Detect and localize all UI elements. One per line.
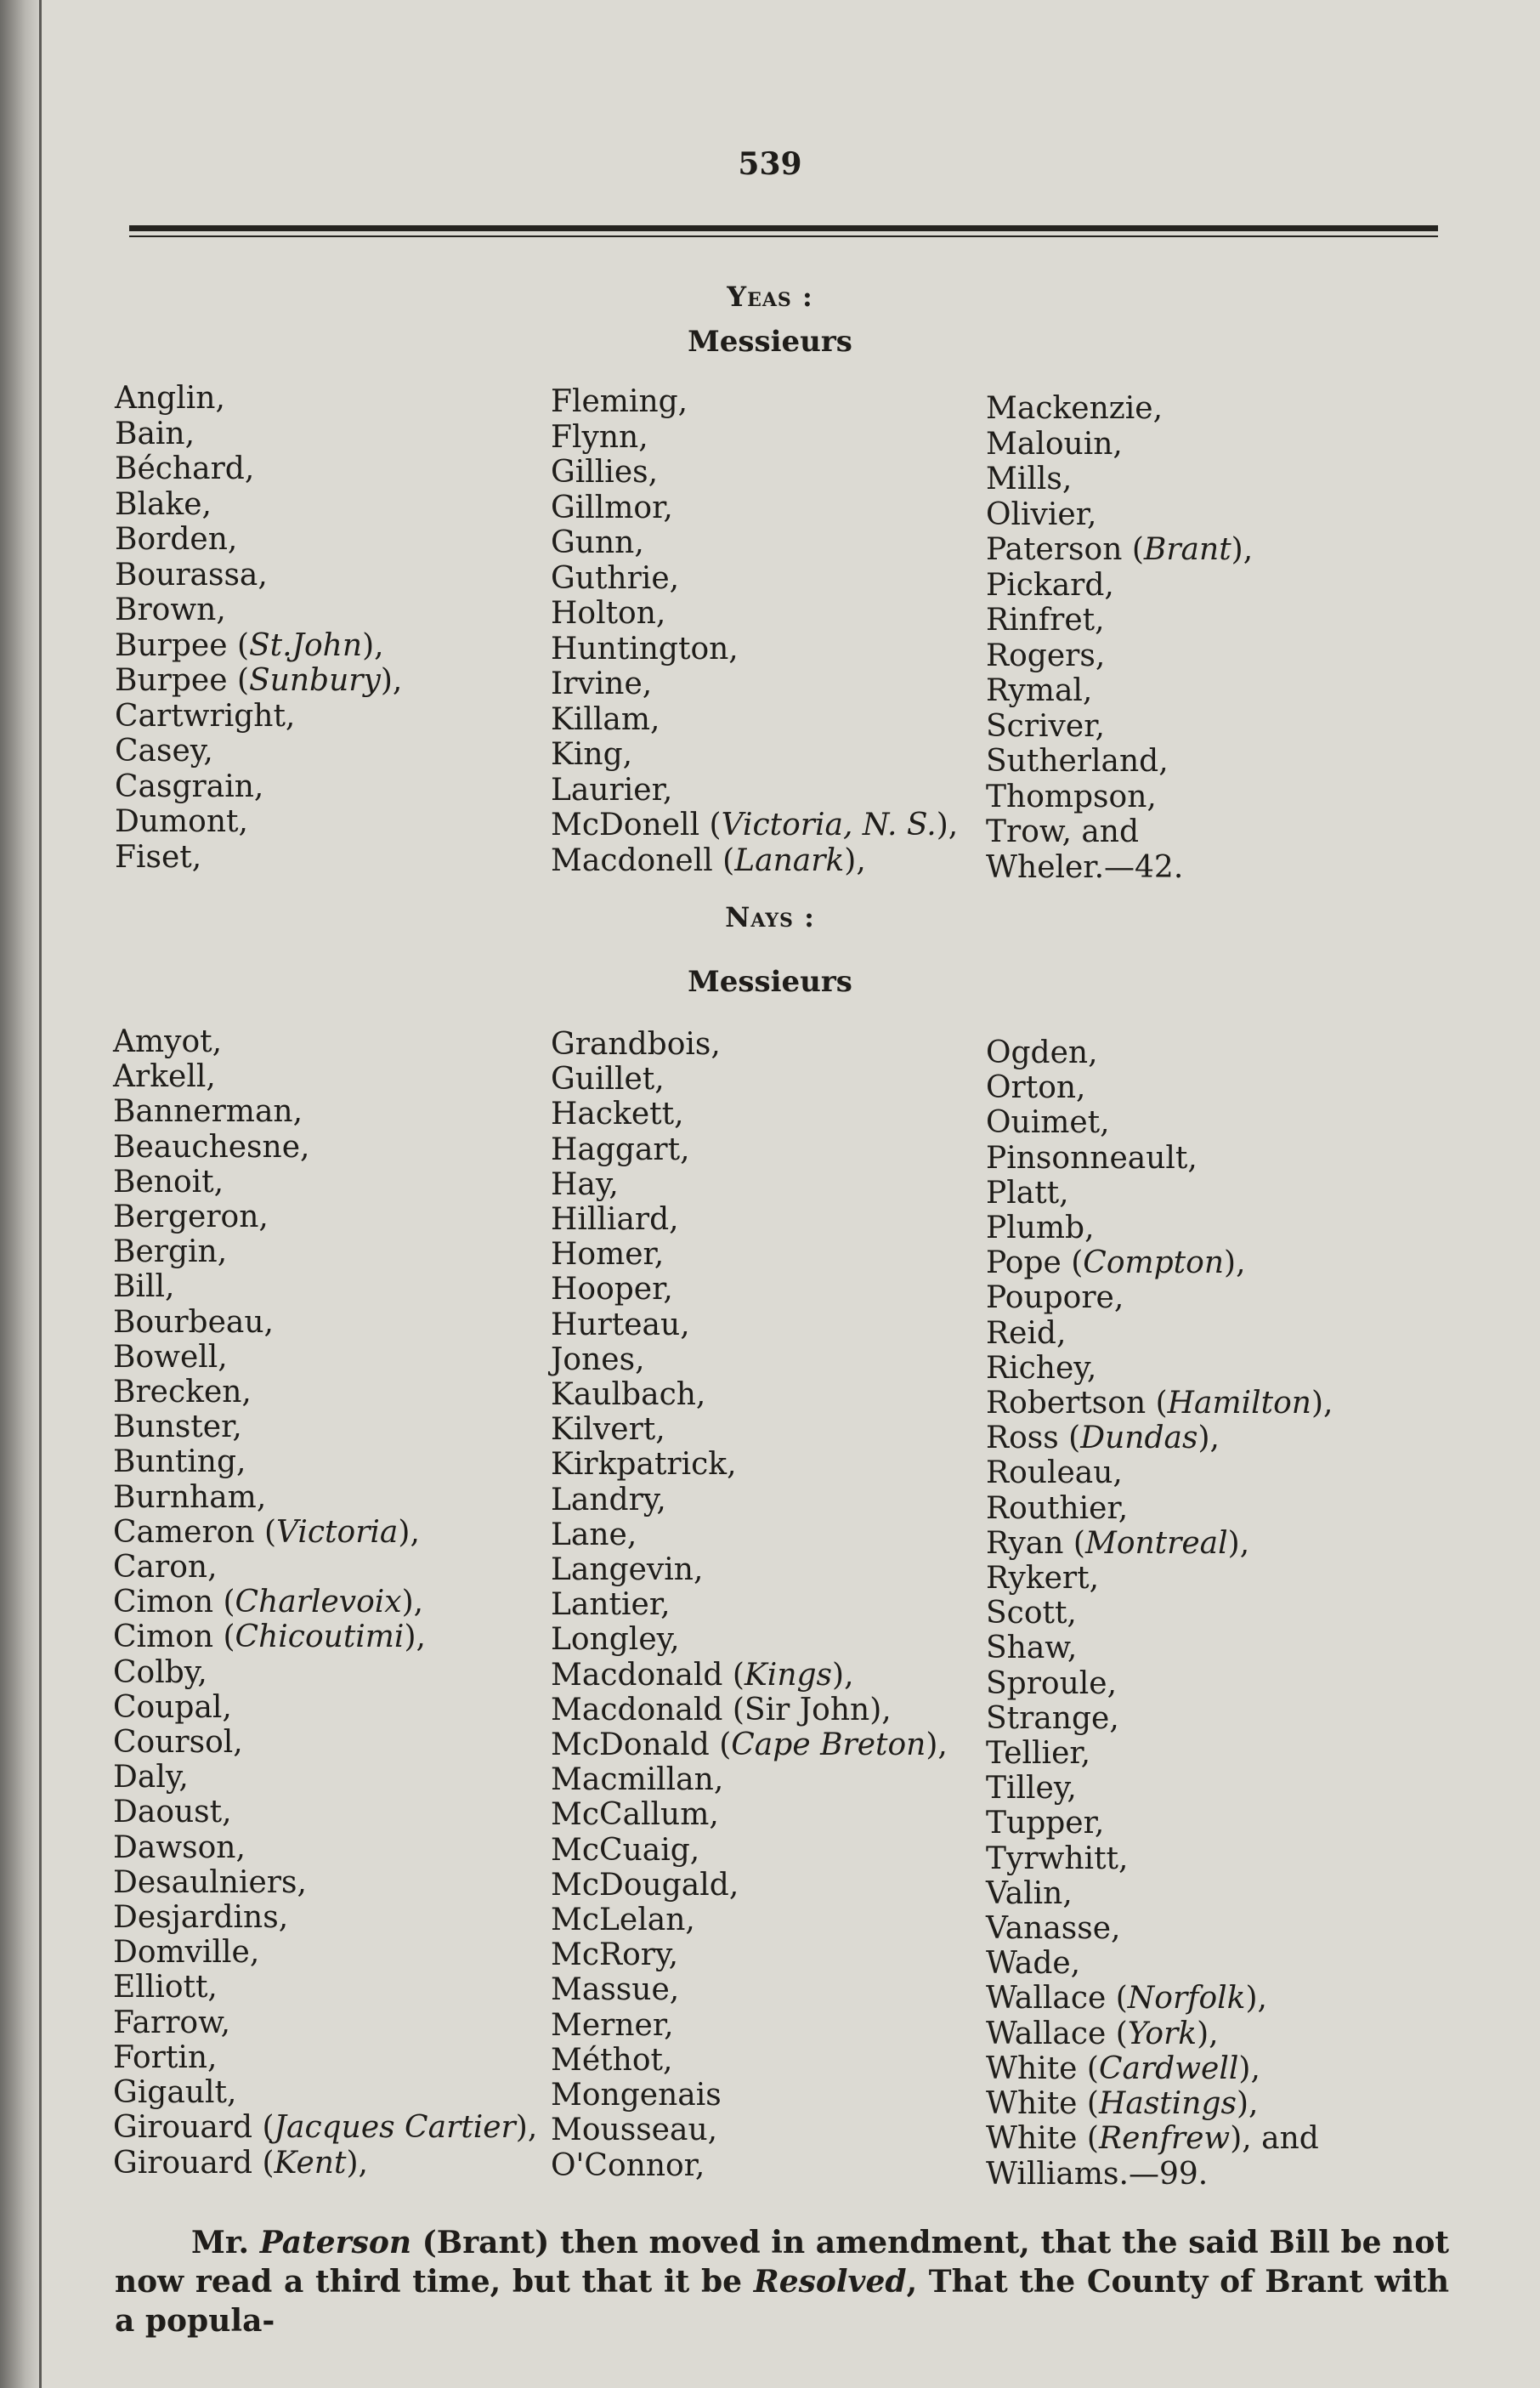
member-name: Tilley,: [986, 1771, 1077, 1807]
yeas-column-3: [986, 391, 1253, 885]
member-name: Blake,: [115, 486, 212, 522]
member-name: Sutherland,: [986, 744, 1169, 779]
member-name: Girouard (Kent),: [113, 2145, 368, 2181]
member-name: Sproule,: [986, 1665, 1118, 1701]
member-name: Colby,: [113, 1654, 207, 1690]
member-name: Hackett,: [551, 1097, 684, 1132]
member-name: Wallace (York),: [986, 2016, 1219, 2051]
member-name: Casey,: [115, 734, 213, 769]
member-name: Homer,: [551, 1237, 665, 1273]
member-name: Pickard,: [986, 567, 1114, 603]
header-rule-thin: [129, 235, 1438, 237]
member-name: Méthot,: [551, 2042, 673, 2078]
member-name: Killam,: [551, 701, 660, 737]
member-name: Bowell,: [113, 1339, 228, 1375]
member-name: King,: [551, 737, 633, 772]
member-name: McCuaig,: [551, 1832, 700, 1868]
member-name: Daly,: [113, 1760, 189, 1795]
member-name: Rinfret,: [986, 603, 1105, 638]
page-number: 539: [738, 146, 802, 182]
member-name: Vanasse,: [986, 1911, 1121, 1947]
amendment-paragraph: [115, 2223, 1449, 2340]
member-name: Platt,: [986, 1175, 1069, 1211]
member-name: Daoust,: [113, 1795, 232, 1830]
member-name: Mousseau,: [551, 2113, 718, 2148]
member-name: McLelan,: [551, 1903, 695, 1938]
member-name: Fiset,: [115, 839, 202, 875]
yeas-column-1: [115, 381, 402, 875]
member-name: Landry,: [551, 1482, 666, 1517]
member-name: Amyot,: [113, 1024, 223, 1059]
member-name: Coursol,: [113, 1725, 243, 1761]
member-name: Tellier,: [986, 1736, 1091, 1772]
member-name: Gigault,: [113, 2075, 237, 2111]
member-name: Scott,: [986, 1596, 1077, 1631]
member-name: Borden,: [115, 522, 238, 557]
member-name: Tyrwhitt,: [986, 1841, 1129, 1876]
member-name: Bunster,: [113, 1410, 242, 1445]
member-name: Holton,: [551, 596, 666, 631]
member-name: Benoit,: [113, 1164, 224, 1200]
member-name: Brown,: [115, 593, 226, 627]
member-name: Paterson (Brant),: [986, 532, 1254, 567]
member-name: Brecken,: [113, 1375, 252, 1410]
member-name: Rykert,: [986, 1561, 1100, 1597]
member-name: Dumont,: [115, 804, 248, 839]
member-name: Bergeron,: [113, 1200, 269, 1235]
member-name: White (Renfrew), and: [986, 2121, 1319, 2157]
member-name: Desaulniers,: [113, 1864, 307, 1900]
member-name: Wade,: [986, 1946, 1081, 1982]
member-name: Langevin,: [551, 1552, 704, 1588]
member-name: Macdonald (Sir John),: [551, 1692, 892, 1727]
member-name: Grandbois,: [551, 1027, 721, 1062]
nays-column-2: [551, 1027, 948, 2183]
member-name: Olivier,: [986, 496, 1097, 532]
member-name: Flynn,: [551, 419, 648, 455]
member-name: Gunn,: [551, 525, 644, 560]
header-rule-thick: [129, 225, 1438, 231]
member-name: Macdonald (Kings),: [551, 1657, 854, 1693]
member-name: Kilvert,: [551, 1412, 665, 1448]
member-name: Thompson,: [986, 779, 1157, 814]
yeas-heading: Yeas :: [727, 281, 813, 313]
member-name: Longley,: [551, 1622, 680, 1658]
member-name: Caron,: [113, 1550, 218, 1585]
member-name: Tupper,: [986, 1806, 1105, 1841]
member-name: Massue,: [551, 1972, 680, 2008]
member-name: Ryan (Montreal),: [986, 1525, 1250, 1561]
member-name: Cartwright,: [115, 698, 296, 734]
member-name: McDougald,: [551, 1867, 739, 1903]
member-name: Lantier,: [551, 1587, 671, 1623]
member-name: O'Connor,: [551, 2147, 705, 2183]
member-name: Robertson (Hamilton),: [986, 1386, 1333, 1421]
member-name: Ouimet,: [986, 1105, 1110, 1141]
member-name: Hilliard,: [551, 1202, 679, 1238]
member-name: McCallum,: [551, 1797, 719, 1833]
member-name: Casgrain,: [115, 769, 264, 804]
member-name: Bourassa,: [115, 557, 268, 593]
member-name: Anglin,: [115, 381, 225, 416]
member-name: Kirkpatrick,: [551, 1447, 737, 1483]
member-name: Bourbeau,: [113, 1304, 274, 1340]
member-name: Strange,: [986, 1700, 1119, 1736]
member-name: Mills,: [986, 462, 1073, 496]
member-name: White (Cardwell),: [986, 2051, 1260, 2086]
member-name: Wallace (Norfolk),: [986, 1981, 1267, 2016]
member-name: McDonald (Cape Breton),: [551, 1727, 948, 1763]
yeas-column-2: [551, 384, 958, 878]
member-name: Beauchesne,: [113, 1129, 310, 1165]
member-name: Fortin,: [113, 2039, 218, 2075]
nays-column-3: [986, 1035, 1333, 2192]
member-name: Bill,: [113, 1269, 175, 1305]
member-name: Burpee (Sunbury),: [115, 663, 403, 698]
member-name: Domville,: [113, 1935, 260, 1971]
member-name: Merner,: [551, 2007, 674, 2043]
member-name: Cimon (Chicoutimi),: [113, 1619, 426, 1655]
member-name: McRory,: [551, 1937, 679, 1973]
member-name: Ogden,: [986, 1035, 1098, 1070]
member-name: Pope (Compton),: [986, 1245, 1246, 1281]
amendment-text: Mr. Paterson (Brant) then moved in amendment, that the said Bill be not now read a third time, but that it be Resolved, That the County of Brant with a popula-: [115, 2225, 1449, 2339]
member-name: Valin,: [986, 1875, 1073, 1911]
member-name: Cimon (Charlevoix),: [113, 1585, 424, 1620]
member-name: Shaw,: [986, 1631, 1078, 1666]
member-name: Reid,: [986, 1315, 1067, 1351]
nays-messieurs: Messieurs: [688, 965, 852, 999]
member-name: Mackenzie,: [986, 391, 1163, 426]
member-name: Pinsonneault,: [986, 1140, 1197, 1176]
member-name: Jones,: [551, 1341, 645, 1377]
member-name: Poupore,: [986, 1280, 1124, 1316]
member-name: Bunting,: [113, 1444, 246, 1480]
member-name: Cameron (Victoria),: [113, 1514, 420, 1550]
member-name: Burpee (St.John),: [115, 627, 384, 663]
member-name: Guthrie,: [551, 560, 680, 596]
member-name: Williams.—99.: [986, 2156, 1209, 2192]
member-name: White (Hastings),: [986, 2086, 1259, 2122]
member-name: Trow, and: [986, 814, 1140, 849]
member-name: Ross (Dundas),: [986, 1421, 1220, 1456]
member-name: Mongenais: [551, 2078, 722, 2113]
member-name: Coupal,: [113, 1689, 232, 1725]
member-name: Routhier,: [986, 1490, 1129, 1526]
member-name: Farrow,: [113, 2005, 231, 2040]
member-name: Hooper,: [551, 1272, 673, 1307]
member-name: Hay,: [551, 1166, 619, 1202]
member-name: Richey,: [986, 1350, 1097, 1386]
member-name: Gillmor,: [551, 490, 673, 525]
yeas-messieurs: Messieurs: [688, 325, 852, 359]
member-name: Wheler.—42.: [986, 849, 1184, 885]
member-name: Haggart,: [551, 1132, 690, 1167]
member-name: Laurier,: [551, 772, 673, 808]
member-name: Burnham,: [113, 1479, 267, 1515]
nays-heading: Nays :: [725, 901, 815, 933]
member-name: Fleming,: [551, 384, 688, 419]
nays-column-1: [113, 1024, 537, 2181]
member-name: Macmillan,: [551, 1762, 724, 1798]
member-name: McDonell (Victoria, N. S.),: [551, 808, 959, 842]
member-name: Rogers,: [986, 638, 1106, 673]
member-name: Malouin,: [986, 426, 1123, 462]
member-name: Gillies,: [551, 455, 659, 490]
member-name: Girouard (Jacques Cartier),: [113, 2110, 538, 2146]
member-name: Dawson,: [113, 1829, 246, 1865]
member-name: Scriver,: [986, 708, 1105, 744]
member-name: Bain,: [115, 416, 195, 451]
member-name: Béchard,: [115, 451, 255, 486]
member-name: Plumb,: [986, 1211, 1095, 1246]
member-name: Guillet,: [551, 1062, 665, 1098]
member-name: Irvine,: [551, 666, 653, 701]
member-name: Bannerman,: [113, 1094, 303, 1130]
member-name: Lane,: [551, 1517, 637, 1552]
member-name: Bergin,: [113, 1234, 228, 1270]
member-name: Macdonell (Lanark),: [551, 842, 866, 878]
member-name: Rymal,: [986, 673, 1093, 708]
member-name: Orton,: [986, 1070, 1086, 1106]
member-name: Kaulbach,: [551, 1377, 706, 1413]
member-name: Elliott,: [113, 1970, 218, 2005]
member-name: Hurteau,: [551, 1307, 690, 1342]
member-name: Arkell,: [113, 1059, 216, 1095]
member-name: Desjardins,: [113, 1900, 289, 1936]
member-name: Rouleau,: [986, 1455, 1123, 1491]
member-name: Huntington,: [551, 631, 739, 666]
